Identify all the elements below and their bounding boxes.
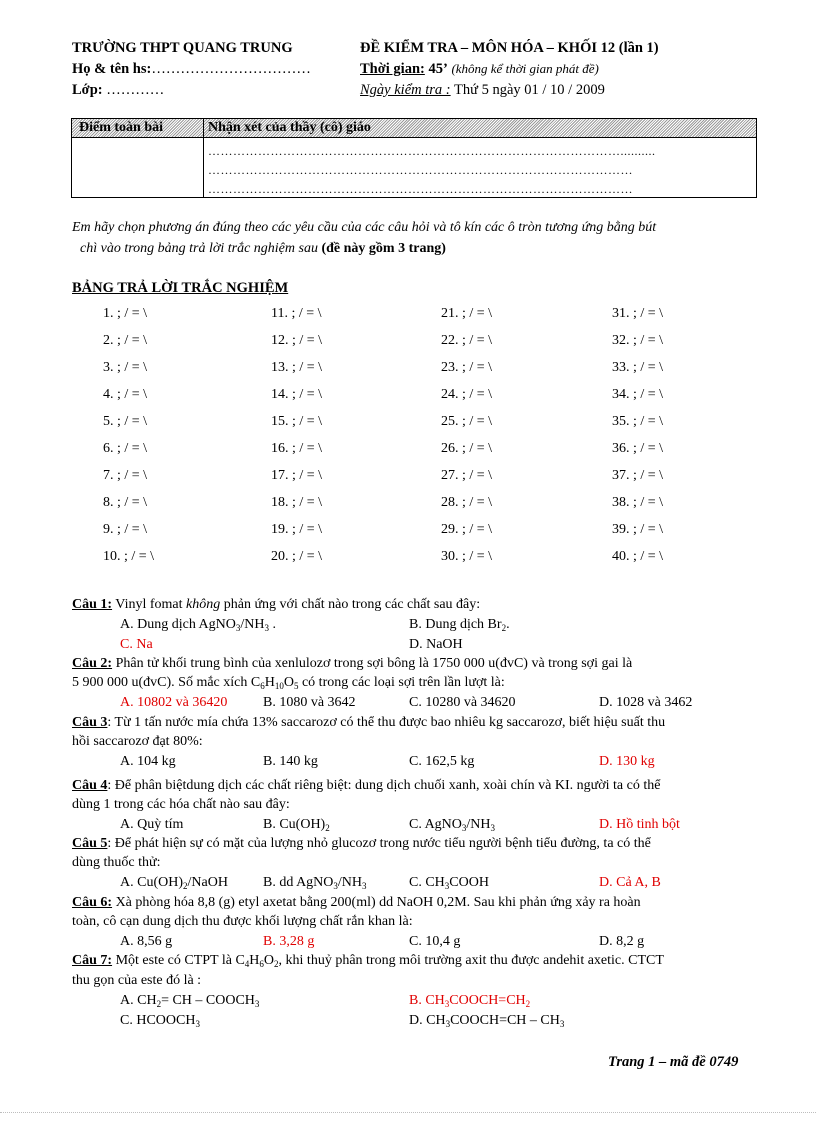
instruction-line-2 — [80, 241, 446, 257]
instruction-line-1: Em hãy chọn phương án đúng theo các yêu cầu của các câu hỏi và tô kín các ô tròn tương ứng bằng bút — [72, 220, 657, 235]
q1-text-c: phản ứng với chất nào trong các chất sau đây: — [220, 597, 481, 612]
answer-row[interactable]: 10. ; / = \ — [103, 549, 155, 564]
q3-stem-1 — [72, 715, 665, 731]
time-label: Thời gian: — [360, 61, 425, 77]
q6-option-a[interactable]: A. 8,56 g — [120, 934, 173, 949]
answer-row[interactable]: 28. ; / = \ — [441, 495, 493, 510]
score-table-divider — [203, 119, 204, 197]
q5-b-sub2: 3 — [362, 881, 367, 891]
q5-b-tail: /NH — [337, 875, 363, 890]
answer-row[interactable]: 34. ; / = \ — [612, 387, 664, 402]
q7-a-s1: 2 — [156, 999, 162, 1009]
answer-row[interactable]: 7. ; / = \ — [103, 468, 148, 483]
q1-option-d[interactable]: D. NaOH — [409, 637, 463, 652]
date-label: Ngày kiểm tra : — [360, 82, 451, 98]
pages-note: (đề này gồm 3 trang) — [321, 241, 446, 256]
comment-header: Nhận xét của thầy (cô) giáo — [208, 120, 371, 135]
instruction-text: chì vào trong bảng trả lời trắc nghiệm sau — [80, 241, 318, 256]
q7-o: O — [263, 953, 275, 968]
q6-stem-2: toàn, cô cạn dung dịch thu được khối lượng chất rắn khan là: — [72, 914, 413, 929]
score-table — [71, 118, 757, 198]
q7-a-s2: 3 — [254, 999, 260, 1009]
answer-row[interactable]: 24. ; / = \ — [441, 387, 493, 402]
q7-l1b: , khi thuỷ phân trong môi trường axit thu được andehit axetic. CTCT — [278, 953, 664, 968]
answer-row[interactable]: 11. ; / = \ — [271, 306, 322, 321]
q5-option-c[interactable] — [409, 875, 489, 891]
q1-option-c[interactable]: C. Na — [120, 637, 153, 652]
q2-l2a: 5 900 000 u(đvC). Số mắc xích C — [72, 675, 261, 690]
comment-line-2[interactable]: ………………………………………………………………………………………… — [208, 163, 633, 177]
q4-option-a[interactable]: A. Quỳ tím — [120, 817, 184, 832]
school-name: TRƯỜNG THPT QUANG TRUNG — [72, 40, 293, 56]
q7-h: H — [249, 953, 260, 968]
q4-stem-2: dùng 1 trong các hóa chất nào sau đây: — [72, 797, 290, 812]
q2-line1: Phân tử khối trung bình của xenlulozơ trong sợi bông là 1750 000 u(đvC) và trong sợi gai là — [112, 656, 633, 671]
q6-label: Câu 6: — [72, 895, 113, 910]
q3-label: Câu 3 — [72, 715, 108, 730]
q3-option-c[interactable]: C. 162,5 kg — [409, 754, 475, 769]
answer-row[interactable]: 32. ; / = \ — [612, 333, 664, 348]
q7-sub4: 4 — [244, 959, 250, 969]
q7-sub6: 6 — [259, 959, 264, 969]
time-row — [360, 61, 599, 78]
q7-d-s1: 3 — [445, 1019, 451, 1029]
q7-l1a: Một este có CTPT là C — [112, 953, 245, 968]
q1-b-text: B. Dung dịch Br — [409, 617, 502, 632]
q5-label: Câu 5 — [72, 836, 108, 851]
answer-row[interactable]: 20. ; / = \ — [271, 549, 323, 564]
q3-option-b[interactable]: B. 140 kg — [263, 754, 318, 769]
q2-stem-2 — [72, 675, 505, 691]
q7-a1: A. CH — [120, 993, 157, 1008]
q5-stem-1 — [72, 836, 651, 852]
answer-row[interactable]: 27. ; / = \ — [441, 468, 493, 483]
answer-row[interactable]: 33. ; / = \ — [612, 360, 664, 375]
q7-label: Câu 7: — [72, 953, 113, 968]
answer-row[interactable]: 36. ; / = \ — [612, 441, 664, 456]
answer-row[interactable]: 8. ; / = \ — [103, 495, 148, 510]
q1-text-a: Vinyl fomat — [112, 597, 187, 612]
q2-h: H — [264, 675, 275, 690]
q7-d-s2: 3 — [559, 1019, 565, 1029]
answer-row[interactable]: 23. ; / = \ — [441, 360, 493, 375]
q7-d2: COOCH=CH – CH — [450, 1013, 560, 1028]
q4-b-text: B. Cu(OH) — [263, 817, 326, 832]
answer-row[interactable]: 6. ; / = \ — [103, 441, 148, 456]
date-value: Thứ 5 ngày 01 / 10 / 2009 — [453, 82, 605, 98]
q4-c-sub2: 3 — [490, 823, 496, 833]
answer-row[interactable]: 35. ; / = \ — [612, 414, 664, 429]
answer-row[interactable]: 22. ; / = \ — [441, 333, 493, 348]
q3-option-a[interactable]: A. 104 kg — [120, 754, 176, 769]
answer-row[interactable]: 39. ; / = \ — [612, 522, 664, 537]
q2-label: Câu 2: — [72, 656, 113, 671]
q4-option-d[interactable]: D. Hồ tinh bột — [599, 817, 680, 832]
q4-stem-1 — [72, 778, 660, 794]
q5-line1: : Để phát hiện sự có mặt của lượng nhỏ glucozơ trong nước tiểu người bệnh tiểu đường, ta có thể — [107, 836, 651, 851]
q2-sub5: 5 — [293, 681, 299, 691]
q2-option-b[interactable]: B. 1080 và 3642 — [263, 695, 356, 710]
page-footer: Trang 1 – mã đề 0749 — [608, 1054, 739, 1070]
q7-stem-2: thu gọn của este đó là : — [72, 973, 202, 988]
q5-a-sub: 2 — [183, 881, 188, 891]
q7-stem-1 — [72, 953, 664, 969]
q1-text-b: không — [186, 597, 221, 612]
q4-c-sub: 3 — [461, 823, 467, 833]
q1-b-end: . — [506, 617, 510, 632]
time-note: (không kể thời gian phát đề) — [451, 61, 599, 76]
answer-row[interactable]: 18. ; / = \ — [271, 495, 323, 510]
time-value: 45’ — [428, 61, 448, 77]
answer-row[interactable]: 4. ; / = \ — [103, 387, 148, 402]
answer-row[interactable]: 37. ; / = \ — [612, 468, 664, 483]
q3-option-d[interactable]: D. 130 kg — [599, 754, 655, 769]
q4-option-c[interactable] — [409, 817, 495, 833]
q5-stem-2: dùng thuốc thử: — [72, 855, 161, 870]
q7-b2: COOCH=CH — [449, 993, 526, 1008]
answer-row[interactable]: 29. ; / = \ — [441, 522, 493, 537]
answer-row[interactable]: 26. ; / = \ — [441, 441, 493, 456]
q1-a-sub: 3 — [235, 623, 241, 633]
name-label: Họ & tên hs: — [72, 61, 152, 77]
q5-b-sub: 3 — [333, 881, 338, 891]
q2-option-a[interactable]: A. 10802 và 36420 — [120, 695, 228, 710]
q6-line1: Xà phòng hóa 8,8 (g) etyl axetat bằng 200(ml) dd NaOH 0,2M. Sau khi phản ứng xảy ra hoàn — [112, 895, 641, 910]
q2-sub10: 10 — [274, 681, 284, 691]
q7-b1: B. CH — [409, 993, 445, 1008]
q3-line1: : Từ 1 tấn nước mía chứa 13% saccarozơ có thể thu được bao nhiêu kg saccarozơ, biết hiệu suất thu — [107, 715, 666, 730]
q7-b-s2: 2 — [525, 999, 531, 1009]
q1-a-text: A. Dung dịch AgNO — [120, 617, 236, 632]
answer-row[interactable]: 21. ; / = \ — [441, 306, 493, 321]
q7-a2: = CH – COOCH — [161, 993, 255, 1008]
q5-option-a[interactable] — [120, 875, 228, 891]
q4-line1: : Để phân biệtdung dịch các chất riêng biệt: dung dịch chuối xanh, xoài chín và KI. người ta có thể — [107, 778, 661, 793]
q5-c-tail: COOH — [449, 875, 489, 890]
q4-option-b[interactable] — [263, 817, 330, 833]
q7-d1: D. CH — [409, 1013, 446, 1028]
answer-row[interactable]: 30. ; / = \ — [441, 549, 493, 564]
answer-row[interactable]: 12. ; / = \ — [271, 333, 323, 348]
answer-row[interactable]: 17. ; / = \ — [271, 468, 323, 483]
q2-stem-1 — [72, 656, 632, 672]
q6-option-c[interactable]: C. 10,4 g — [409, 934, 461, 949]
q7-c-s1: 3 — [195, 1019, 200, 1029]
q5-c-sub: 3 — [444, 881, 450, 891]
q5-option-b[interactable] — [263, 875, 367, 891]
answer-row[interactable]: 40. ; / = \ — [612, 549, 664, 564]
q6-option-b[interactable]: B. 3,28 g — [263, 934, 315, 949]
comment-line-3[interactable]: ………………………………………………………………………………………… — [208, 182, 633, 196]
q4-c-text: C. AgNO — [409, 817, 462, 832]
q4-label: Câu 4 — [72, 778, 108, 793]
answer-row[interactable]: 2. ; / = \ — [103, 333, 148, 348]
answer-row[interactable]: 15. ; / = \ — [271, 414, 323, 429]
q6-option-d[interactable]: D. 8,2 g — [599, 934, 645, 949]
q7-c1: C. HCOOCH — [120, 1013, 196, 1028]
q1-a-tail: /NH — [240, 617, 265, 632]
q7-option-b[interactable] — [409, 993, 530, 1009]
answer-row[interactable]: 13. ; / = \ — [271, 360, 323, 375]
q4-b-sub: 2 — [325, 823, 330, 833]
q1-option-a[interactable] — [120, 617, 276, 633]
q5-c-text: C. CH — [409, 875, 445, 890]
q4-c-tail: /NH — [466, 817, 491, 832]
q1-a-sub2: 3 — [264, 623, 270, 633]
answer-row[interactable]: 16. ; / = \ — [271, 441, 323, 456]
q6-stem-1 — [72, 895, 641, 911]
q1-b-sub: 2 — [501, 623, 507, 633]
score-header: Điểm toàn bài — [79, 120, 163, 135]
date-row — [360, 82, 605, 99]
q7-b-s1: 3 — [444, 999, 450, 1009]
score-table-header — [72, 119, 756, 138]
q1-a-end: . — [269, 617, 277, 632]
q1-stem — [72, 597, 480, 613]
q1-option-b[interactable] — [409, 617, 510, 633]
q5-option-d[interactable]: D. Cả A, B — [599, 875, 661, 890]
answer-row[interactable]: 9. ; / = \ — [103, 522, 148, 537]
q5-a-tail: /NaOH — [187, 875, 228, 890]
answer-row[interactable]: 25. ; / = \ — [441, 414, 493, 429]
answer-row[interactable]: 31. ; / = \ — [612, 306, 664, 321]
exam-title: ĐỀ KIỂM TRA – MÔN HÓA – KHỐI 12 (lần 1) — [360, 40, 659, 56]
comment-line-1[interactable]: ……………………………………………………………………………………….......... — [208, 144, 656, 158]
q2-sub6: 6 — [260, 681, 265, 691]
q1-label: Câu 1: — [72, 597, 113, 612]
answer-row[interactable]: 1. ; / = \ — [103, 306, 148, 321]
answer-row[interactable]: 5. ; / = \ — [103, 414, 148, 429]
q5-b-text: B. dd AgNO — [263, 875, 334, 890]
q7-sub2: 2 — [274, 959, 279, 969]
answer-row[interactable]: 38. ; / = \ — [612, 495, 664, 510]
answer-row[interactable]: 3. ; / = \ — [103, 360, 148, 375]
q2-o: O — [283, 675, 294, 690]
q7-option-a[interactable] — [120, 993, 259, 1009]
q7-option-c[interactable] — [120, 1013, 200, 1029]
answer-sheet-title: BẢNG TRẢ LỜI TRẮC NGHIỆM — [72, 280, 289, 296]
q2-option-d[interactable]: D. 1028 và 3462 — [599, 695, 693, 710]
answer-row[interactable]: 14. ; / = \ — [271, 387, 323, 402]
q2-option-c[interactable]: C. 10280 và 34620 — [409, 695, 516, 710]
q3-stem-2: hồi saccarozơ đạt 80%: — [72, 734, 203, 749]
class-row — [72, 82, 164, 99]
name-dots[interactable]: …………………………… — [151, 61, 311, 77]
class-label: Lớp: — [72, 82, 103, 98]
q2-l2b: có trong các loại sợi trên lần lượt là: — [298, 675, 505, 690]
page-bottom-divider — [0, 1112, 816, 1113]
q7-option-d[interactable] — [409, 1013, 564, 1029]
q5-a-text: A. Cu(OH) — [120, 875, 183, 890]
class-dots[interactable]: ………… — [106, 82, 165, 98]
answer-row[interactable]: 19. ; / = \ — [271, 522, 323, 537]
student-name-row — [72, 61, 311, 78]
